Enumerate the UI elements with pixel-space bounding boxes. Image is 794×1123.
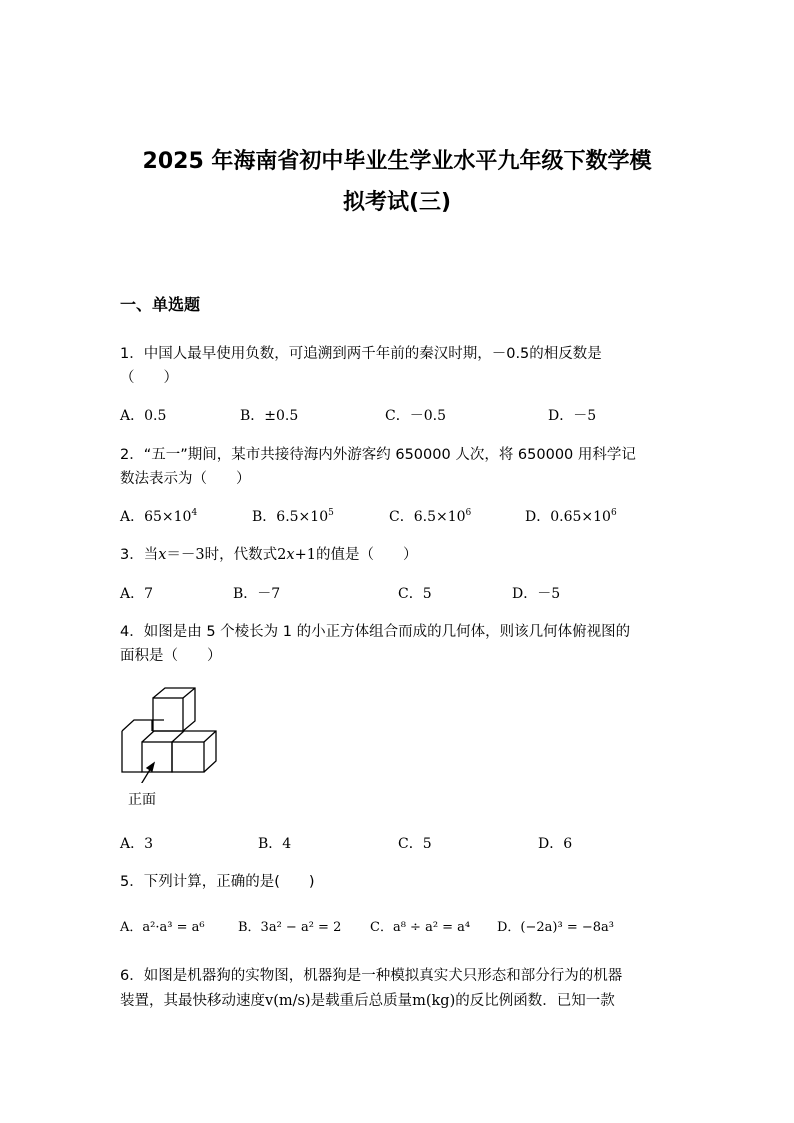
cube-figure [112,683,222,783]
question-1-option-b[interactable]: B．±0.5 [240,408,299,424]
question-2-stem-line1: 2．“五一”期间，某市共接待海内外游客约 650000 人次，将 650000 用科学记 [120,447,636,463]
question-2-stem-line2: 数法表示为（ ） [120,471,251,487]
back-left-cube [122,720,164,772]
question-3-option-a[interactable]: A．7 [120,586,154,602]
question-4-option-a[interactable]: A．3 [120,836,154,852]
question-1-option-c[interactable]: C．－0.5 [385,408,446,424]
question-1-paren: （ ） [120,370,178,386]
figure-caption-front: 正面 [128,792,156,808]
question-6-stem-line1: 6．如图是机器狗的实物图，机器狗是一种模拟真实犬只形态和部分行为的机器 [120,968,623,984]
right-cube [172,731,216,772]
question-4-stem-line1: 4．如图是由 5 个棱长为 1 的小正方体组合而成的几何体，则该几何体俯视图的 [120,624,631,640]
question-3-option-b[interactable]: B．－7 [233,586,281,602]
exam-title-line1: 2025 年海南省初中毕业生学业水平九年级下数学模 [142,149,652,174]
question-6-stem-line2: 装置，其最快移动速度v(m/s)是载重后总质量m(kg)的反比例函数．已知一款 [120,993,615,1009]
question-3-option-c[interactable]: C．5 [398,586,432,602]
question-4-option-c[interactable]: C．5 [398,836,432,852]
question-4-option-b[interactable]: B．4 [258,836,292,852]
question-4-option-d[interactable]: D．6 [538,836,573,852]
question-5-option-c[interactable]: C．a⁸ ÷ a² = a⁴ [370,920,471,935]
question-1-option-a[interactable]: A．0.5 [120,408,167,424]
question-1-stem: 1．中国人最早使用负数，可追溯到两千年前的秦汉时期，－0.5的相反数是 [120,346,602,362]
question-2-option-d[interactable]: D．$0.65\times 10^6$ [525,508,617,525]
question-5-option-d[interactable]: D．(−2a)³ = −8a³ [497,920,614,935]
question-2-option-b[interactable]: B．$6.5\times 10^5$ [252,508,334,525]
question-5-stem: 5．下列计算，正确的是( ) [120,874,315,890]
question-5-option-b[interactable]: B．3a² − a² = 2 [238,920,342,935]
question-3-stem: 3．当x＝－3时，代数式2x+1的值是（ ） [120,547,418,563]
question-3-option-d[interactable]: D．－5 [512,586,561,602]
question-4-stem-line2: 面积是（ ） [120,648,222,664]
front-cube [142,731,184,772]
question-5-option-a[interactable]: A．a²·a³ = a⁶ [120,920,205,935]
section-heading: 一、单选题 [120,295,201,314]
question-2-option-c[interactable]: C．$6.5\times 10^6$ [389,508,472,525]
question-1-option-d[interactable]: D．－5 [548,408,597,424]
question-2-option-a[interactable]: A．$65\times 10^4$ [120,508,198,525]
exam-title-line2: 拟考试(三) [342,190,452,215]
top-cube [153,688,195,731]
